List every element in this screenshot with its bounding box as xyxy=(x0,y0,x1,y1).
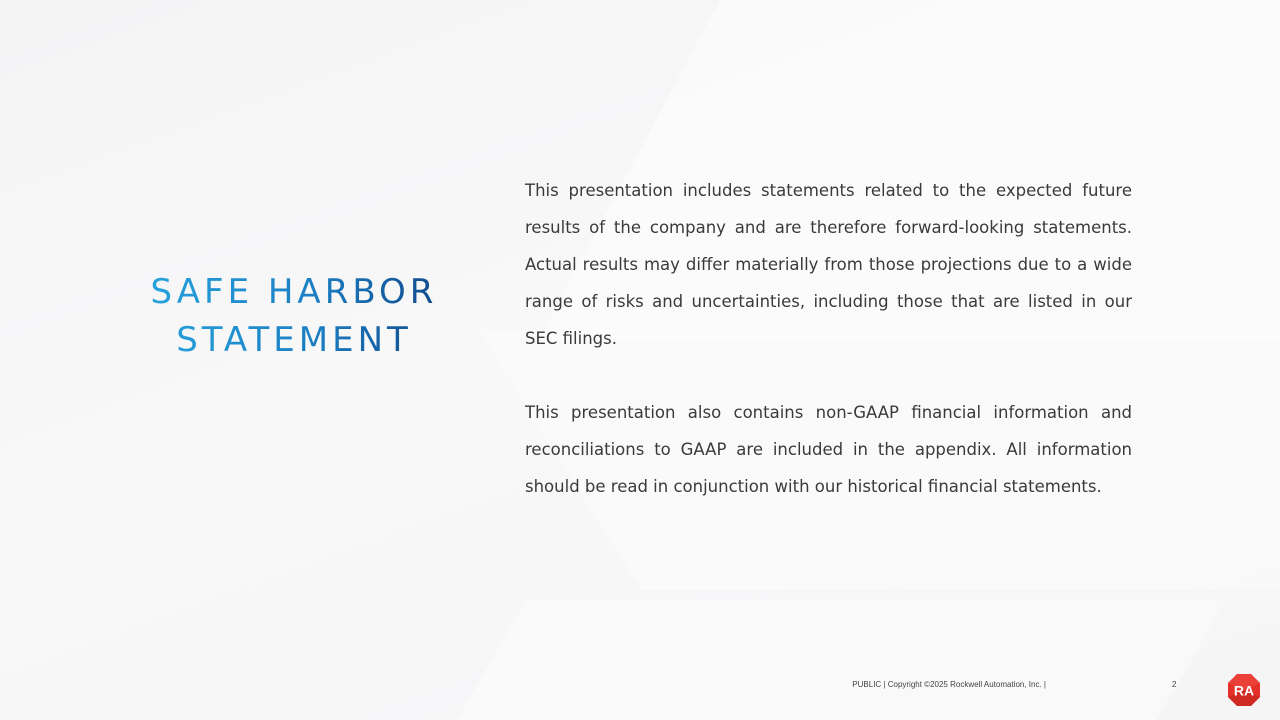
footer xyxy=(852,680,1180,692)
title-line-2: STATEMENT xyxy=(176,320,412,360)
statement-paragraph-1: This presentation includes statements related to the expected future results of the company and are therefore forward-looking statements. Actual results may differ materially from those projections due to a wide range of risks and uncertainties, including those that are listed in our SEC filings. xyxy=(525,181,1132,348)
page-number: 2 xyxy=(1172,680,1177,689)
logo-text: RA xyxy=(1233,682,1255,699)
slide-title xyxy=(120,268,468,364)
statement-paragraph-2: This presentation also contains non-GAAP financial information and reconciliations to GAAP are included in the appendix. All information should be read in conjunction with our historical financial statements. xyxy=(525,403,1132,496)
footer-copyright: PUBLIC | Copyright ©2025 Rockwell Automation, Inc. | xyxy=(852,680,1046,689)
statement-body xyxy=(525,172,1132,542)
rockwell-logo-icon xyxy=(1227,673,1261,707)
background-shape xyxy=(434,600,1226,720)
title-line-1: SAFE HARBOR xyxy=(150,272,438,312)
